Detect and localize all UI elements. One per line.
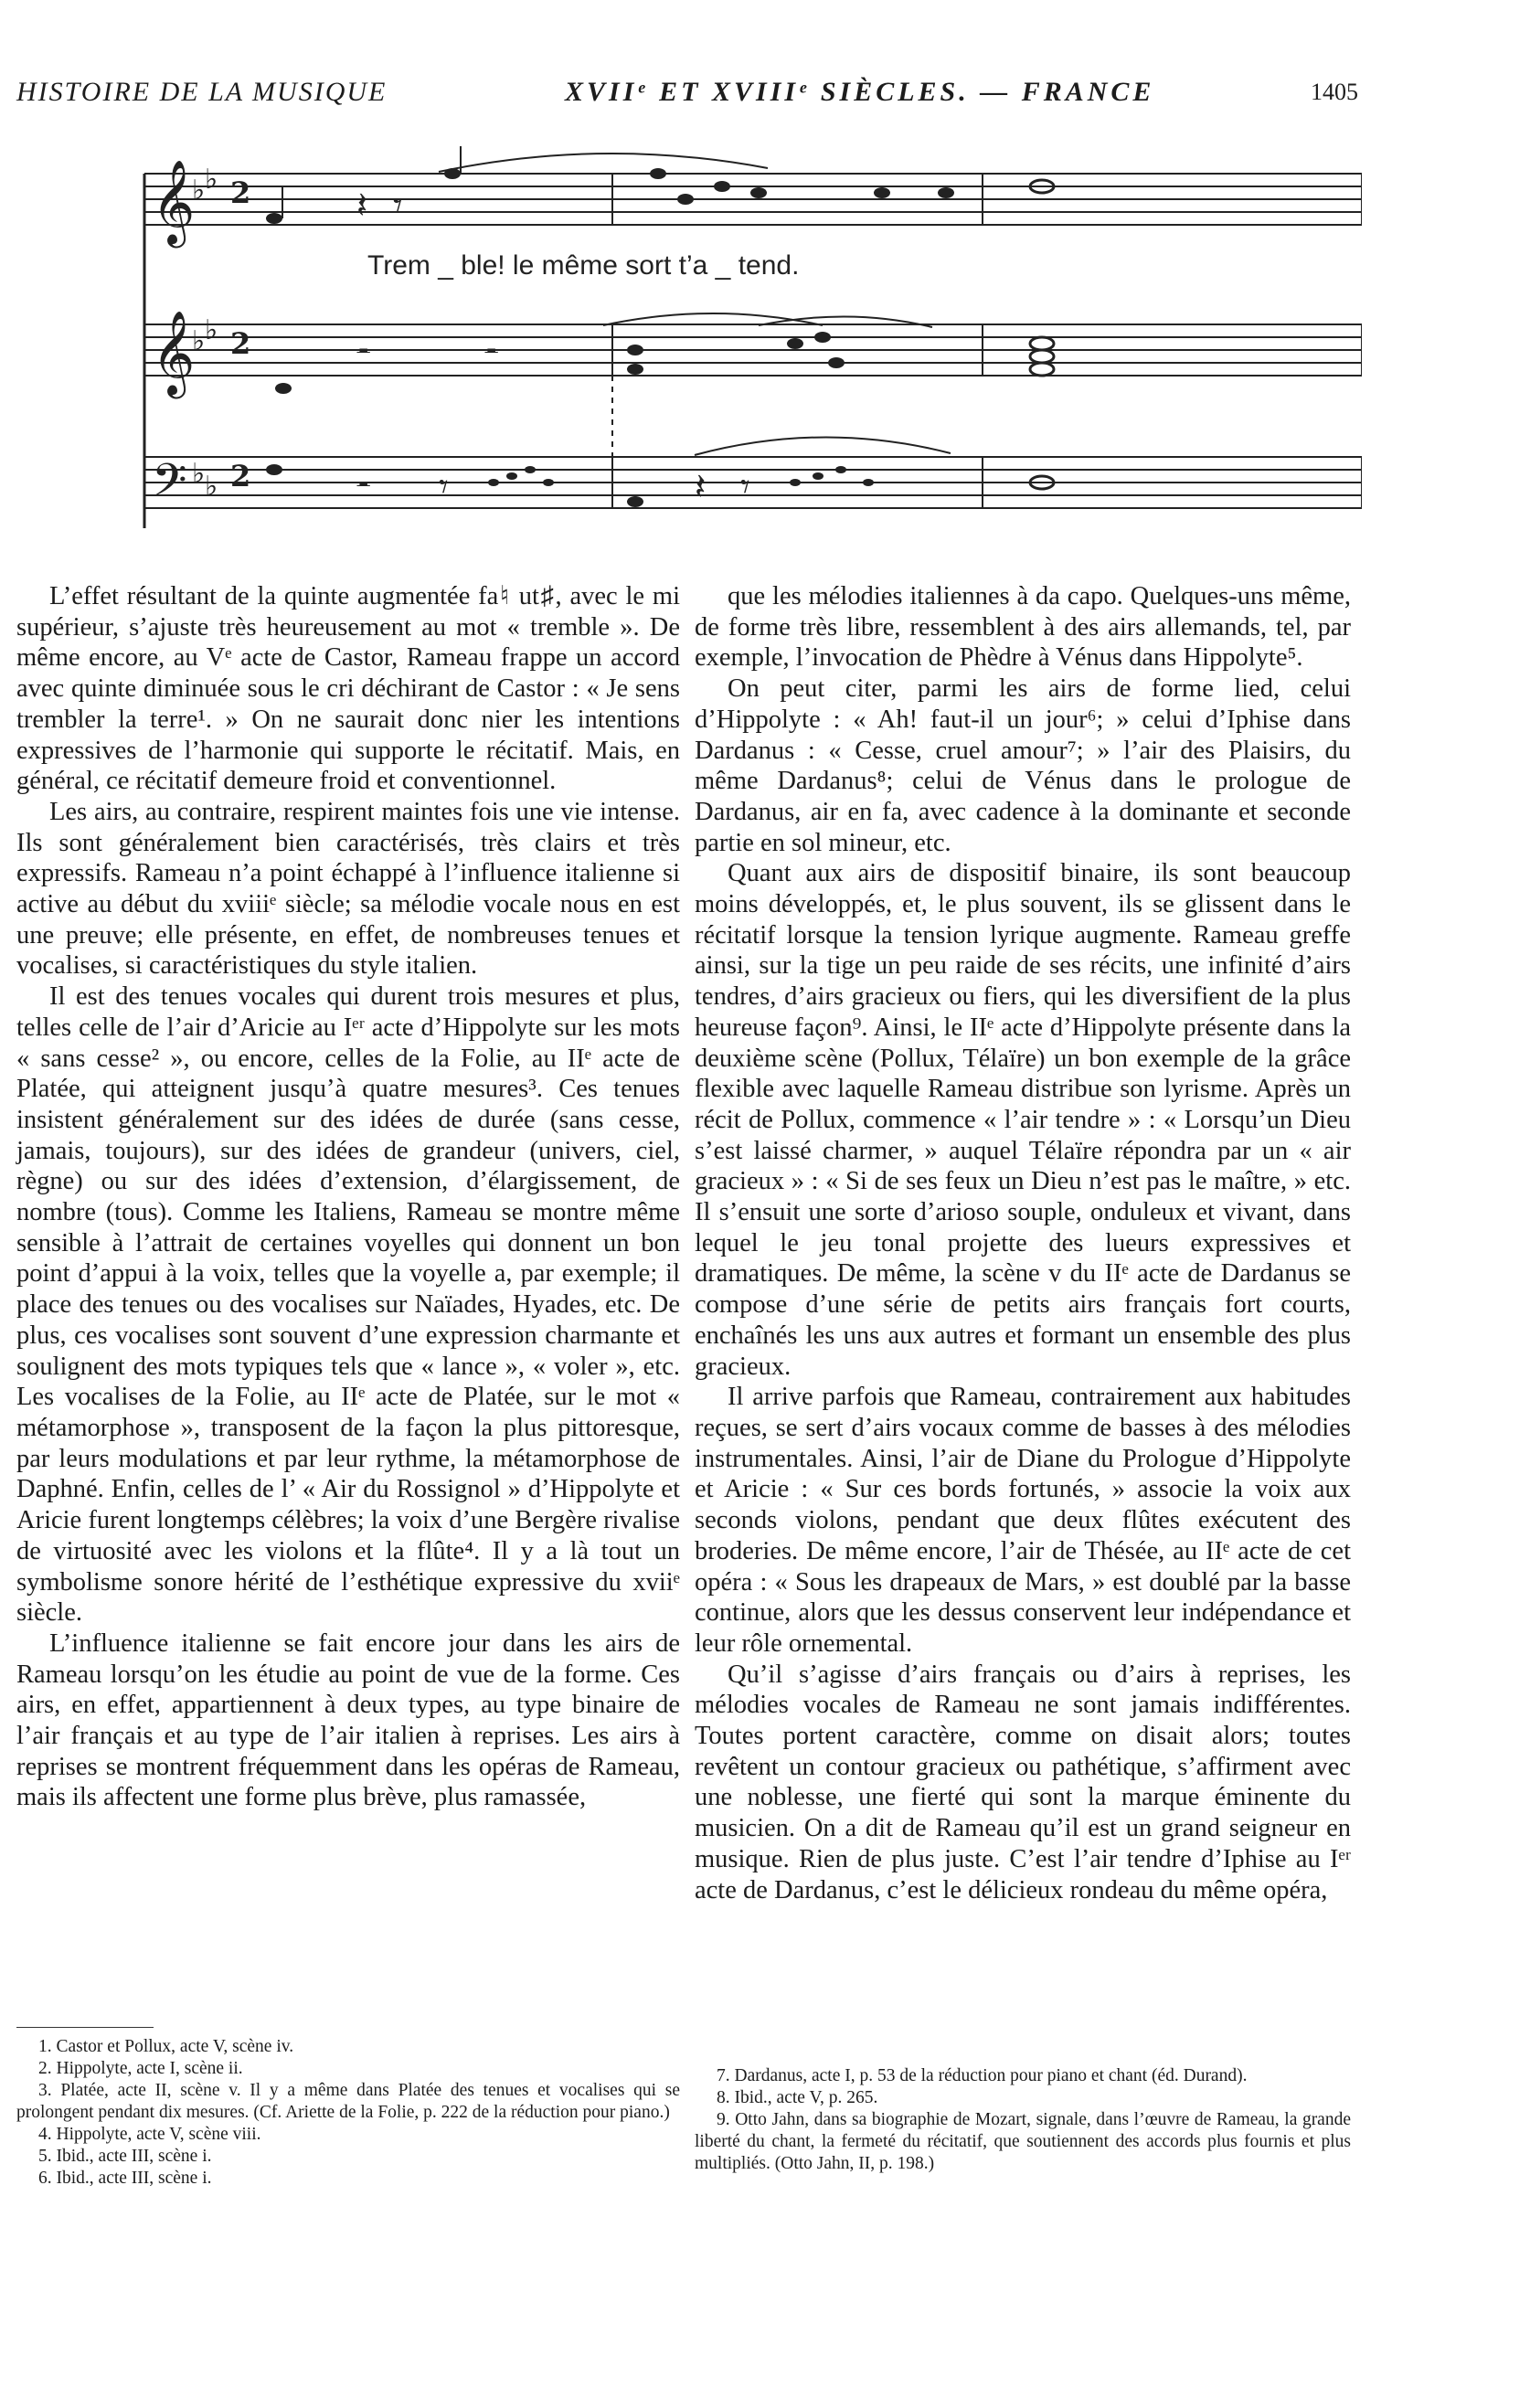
paragraph: L’effet résultant de la quinte augmentée fa♮ ut♯, avec le mi supérieur, s’ajuste très heureusement au mot « tremble ». De même encore, au Vᵉ acte de Castor, Rameau frappe un accord avec quinte diminuée sous le cri déchirant de Castor : « Je sens trembler la terre¹. » On ne saurait donc nier les intentions expressives de l’harmonie qui supporte le récitatif. Mais, en général, ce récitatif demeure froid et conventionnel. bbox=[16, 582, 680, 796]
music-score bbox=[128, 146, 1362, 567]
svg-text:𝄽: 𝄽 bbox=[356, 185, 368, 227]
footnote: 5. Ibid., acte III, scène i. bbox=[38, 2147, 212, 2166]
left-column bbox=[16, 581, 680, 1813]
paragraph: On peut citer, parmi les airs de forme lied, celui d’Hippolyte : « Ah! faut-il un jour⁶; » celui d’Iphise dans Dardanus : « Cesse, cruel amour⁷; » l’air des Plaisirs, du même Dardanus⁸; celui de Vénus dans le prologue de Dardanus, air en fa, avec cadence à la dominante et seconde partie en sol mineur, etc. bbox=[695, 674, 1351, 857]
running-head-title: HISTOIRE DE LA MUSIQUE bbox=[16, 77, 388, 107]
treble-clef-icon: 𝄞 bbox=[152, 310, 196, 395]
voice-staff bbox=[144, 174, 1362, 225]
svg-text:𝄽: 𝄽 bbox=[695, 466, 707, 508]
running-head-section: XVIIᵉ ET XVIIIᵉ SIÈCLES. — FRANCE bbox=[565, 77, 1155, 107]
svg-text:2: 2 bbox=[230, 459, 251, 493]
svg-text:𝄼: 𝄼 bbox=[356, 466, 371, 508]
footnote: 9. Otto Jahn, dans sa biographie de Mozart, signale, dans l’œuvre de Rameau, la grande liberté du chant, la fermeté du récitatif, que soutiennent des accords plus fournis et plus multipliés. (Otto Jahn, II, p. 198.) bbox=[695, 2110, 1351, 2173]
right-column bbox=[695, 581, 1351, 1905]
footnote: 7. Dardanus, acte I, p. 53 de la réduction pour piano et chant (éd. Durand). bbox=[717, 2066, 1248, 2085]
paragraph: Qu’il s’agisse d’airs français ou d’airs à reprises, les mélodies vocales de Rameau ne sont jamais indifférentes. Toutes portent caractère, comme on disait alors; toutes revêtent un contour gracieux ou pathétique, s’affirment avec une noblesse, une fierté qui sont la marque éminente du musicien. On a dit de Rameau qu’il est un grand seigneur en musique. Rien de plus juste. C’est l’air tendre d’Iphise au Iᵉʳ acte de Dardanus, c’est le délicieux rondeau du même opéra, bbox=[695, 1660, 1351, 1904]
paragraph: Il est des tenues vocales qui durent trois mesures et plus, telles celle de l’air d’Aricie au Iᵉʳ acte d’Hippolyte sur les mots « sans cesse² », ou encore, celles de la Folie, au IIᵉ acte de Platée, qui atteignent jusqu’à quatre mesures³. Ces tenues insistent généralement sur des idées de durée (sans cesse, jamais, toujours), sur des idées de grandeur (univers, ciel, règne) ou sur des idées d’extension, d’élargissement, de nombre (tous). Comme les Italiens, Rameau se montre même sensible à l’attrait de certaines voyelles qui donnent un bon point d’appui à la voix, telles que la voyelle a, par exemple; il place des tenues ou des vocalises sur Naïades, Hyades, etc. De plus, ces vocalises sont souvent d’une expression charmante et soulignent des mots typiques tels que « lance », « voler », etc. Les vocalises de la Folie, au IIᵉ acte de Platée, sur le mot « métamorphose », transposent de la façon la plus pittoresque, par leurs modulations et par leur rythme, la métamorphose de Daphné. Enfin, celles de l’ « Air du Rossignol » d’Hippolyte et Aricie furent longtemps célèbres; la voix d’une Bergère rivalise de virtuosité avec les violons et la flûte⁴. Il y a là tout un symbolisme sonore hérité de l’esthétique expressive du xviiᵉ siècle. bbox=[16, 982, 680, 1628]
paragraph: que les mélodies italiennes à da capo. Quelques-uns même, de forme très libre, ressemblent à des airs allemands, tel, par exemple, l’invocation de Phèdre à Vénus dans Hippolyte⁵. bbox=[695, 582, 1351, 673]
score-lyric: Trem _ ble! le même sort t’a _ tend. bbox=[367, 250, 800, 281]
paragraph: Quant aux airs de dispositif binaire, ils sont beaucoup moins développés, et, le plus souvent, ils se glissent dans le récitatif lorsque la tension lyrique augmente. Rameau greffe ainsi, sur la tige un peu raide de ses récits, une infinité d’airs tendres, d’airs gracieux ou fiers, qui les diversifient de la plus heureuse façon⁹. Ainsi, le IIᵉ acte d’Hippolyte présente dans la deuxième scène (Pollux, Télaïre) un bon exemple de la grâce flexible avec laquelle Rameau distribue son lyrisme. Après un récit de Pollux, commence « l’air tendre » : « Lorsqu’un Dieu s’est laissé charmer, » auquel Télaïre répondra par un « air gracieux » : « Si de ses feux un Dieu n’est pas le maître, » etc. Il s’ensuit une sorte d’arioso souple, onduleux et vivant, dans lequel le jeu tonal projette des lueurs expressives et dramatiques. De même, la scène v du IIᵉ acte de Dardanus se compose d’une série de petits airs français fort courts, enchaînés les uns aux autres et formant un ensemble des plus gracieux. bbox=[695, 859, 1351, 1381]
footnote: 8. Ibid., acte V, p. 265. bbox=[717, 2088, 878, 2107]
footnotes-left bbox=[16, 2036, 680, 2190]
paragraph: Il arrive parfois que Rameau, contrairement aux habitudes reçues, se sert d’airs vocaux comme de basses à des mélodies instrumentales. Ainsi, l’air de Diane du Prologue d’Hippolyte et Aricie : « Sur ces bords fortunés, » associe la voix aux seconds violons, pendant que deux flûtes exécutent des broderies. De même encore, l’air de Thésée, au IIᵉ acte de cet opéra : « Sous les drapeaux de Mars, » est doublé par la basse continue, alors que les dessus conservent leur indépendance et leur rôle ornemental. bbox=[695, 1383, 1351, 1658]
footnote: 4. Hippolyte, acte V, scène viii. bbox=[38, 2125, 261, 2144]
treble-clef-icon: 𝄞 bbox=[152, 159, 196, 244]
footnote: 2. Hippolyte, acte I, scène ii. bbox=[38, 2059, 243, 2078]
paragraph: L’influence italienne se fait encore jour dans les airs de Rameau lorsqu’on les étudie au point de vue de la forme. Ces airs, en effet, appartiennent à deux types, au type binaire de l’air français et au type de l’air italien à reprises. Les airs à reprises se montrent fréquemment dans les opéras de Rameau, mais ils affectent une forme plus brève, plus ramassée, bbox=[16, 1628, 680, 1812]
svg-text:𝄾: 𝄾 bbox=[439, 466, 449, 508]
footnote: 6. Ibid., acte III, scène i. bbox=[38, 2169, 212, 2188]
svg-text:♭: ♭ bbox=[192, 325, 206, 357]
svg-text:𝄾: 𝄾 bbox=[740, 466, 750, 508]
svg-text:𝄾: 𝄾 bbox=[393, 185, 403, 227]
svg-text:2: 2 bbox=[230, 175, 251, 210]
svg-text:♭: ♭ bbox=[192, 175, 206, 207]
svg-text:♭: ♭ bbox=[205, 314, 218, 346]
svg-text:♭: ♭ bbox=[205, 471, 218, 503]
bass-clef-icon: 𝄢 bbox=[152, 454, 187, 518]
footnote: 1. Castor et Pollux, acte V, scène iv. bbox=[38, 2037, 294, 2056]
svg-text:♭: ♭ bbox=[192, 458, 206, 490]
svg-text:𝄼: 𝄼 bbox=[356, 333, 371, 375]
svg-text:♭: ♭ bbox=[205, 164, 218, 196]
svg-text:2: 2 bbox=[230, 326, 251, 361]
svg-text:𝄼: 𝄼 bbox=[484, 333, 499, 375]
footnote-rule bbox=[16, 2027, 154, 2028]
page-number: 1405 bbox=[1311, 79, 1358, 105]
upper-piano-staff bbox=[144, 324, 1362, 376]
footnotes-right bbox=[695, 2065, 1351, 2175]
footnote: 3. Platée, acte II, scène v. Il y a même dans Platée des tenues et vocalises qui se prolongent pendant dix mesures. (Cf. Ariette de la Folie, p. 222 de la réduction pour piano.) bbox=[16, 2081, 680, 2122]
running-head bbox=[16, 77, 1358, 113]
paragraph: Les airs, au contraire, respirent maintes fois une vie intense. Ils sont généralement bien caractérisés, très clairs et très expressifs. Rameau n’a point échappé à l’influence italienne si active au début du xviiiᵉ siècle; sa mélodie vocale nous en est une preuve; elle présente, en effet, de nombreuses tenues et vocalises, si caractéristiques du style italien. bbox=[16, 797, 680, 981]
